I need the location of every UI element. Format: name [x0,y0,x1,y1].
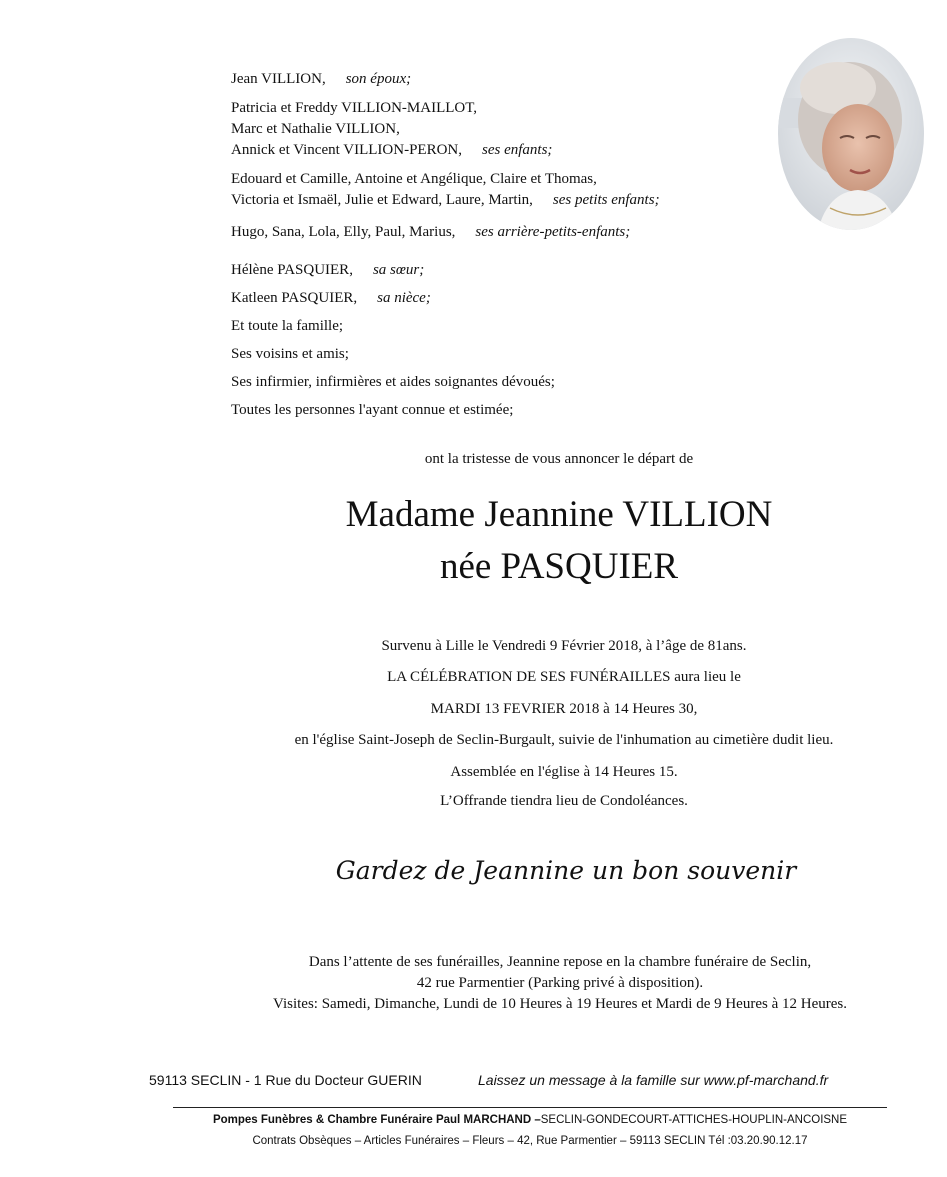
footer-contracts: Contrats Obsèques – Articles Funéraires – Fleurs – 42, Rue Parmentier – 59113 SECLIN Tél :03.20.90.12.17 [252,1135,808,1147]
family-line-spouse: Jean VILLION, son époux; [231,71,412,87]
footer-company [0,1114,947,1126]
rest-info-line-1: Dans l’attente de ses funérailles, Jeannine repose en la chambre funéraire de Seclin, [308,954,812,970]
family-line-great-grandchildren: Hugo, Sana, Lola, Elly, Paul, Marius, ses arrière-petits-enfants; [231,224,631,240]
rest-info-line-3: Visites: Samedi, Dimanche, Lundi de 10 Heures à 19 Heures et Mardi de 9 Heures à 12 Heures. [273,996,847,1012]
detail-date-time: MARDI 13 FEVRIER 2018 à 14 Heures 30, [430,701,698,717]
detail-church: en l'église Saint-Joseph de Seclin-Burgault, suivie de l'inhumation au cimetière dudit lieu. [294,732,834,748]
portrait-photo [778,38,924,230]
deceased-maiden-name: née PASQUIER [439,546,679,587]
family-line-children-3: Annick et Vincent VILLION-PERON, ses enfants; [231,142,553,158]
memory-line: Gardez de Jeannine un bon souvenir [335,856,797,885]
footer-company-name: Pompes Funèbres & Chambre Funéraire Paul MARCHAND – [212,1114,541,1126]
detail-offering: L’Offrande tiendra lieu de Condoléances. [440,793,688,809]
footer-divider [173,1107,887,1108]
detail-assembly: Assemblée en l'église à 14 Heures 15. [450,764,678,780]
family-line-grandchildren-2: Victoria et Ismaël, Julie et Edward, Laure, Martin, ses petits enfants; [231,192,660,208]
footer-company-locations: SECLIN-GONDECOURT-ATTICHES-HOUPLIN-ANCOISNE [540,1114,848,1126]
detail-celebration: LA CÉLÉBRATION DE SES FUNÉRAILLES aura lieu le [387,669,741,685]
family-line-children-2: Marc et Nathalie VILLION, [231,121,400,137]
deceased-name: Madame Jeannine VILLION [345,494,773,535]
detail-death-date: Survenu à Lille le Vendredi 9 Février 2018, à l’âge de 81ans. [381,638,747,654]
family-line-neighbours: Ses voisins et amis; [231,346,349,362]
family-line-children-1: Patricia et Freddy VILLION-MAILLOT, [231,100,478,116]
family-line-nurses: Ses infirmier, infirmières et aides soignantes dévoués; [231,374,555,390]
rest-info-line-2: 42 rue Parmentier (Parking privé à disposition). [416,975,704,991]
family-line-sister: Hélène PASQUIER, sa sœur; [231,262,425,278]
family-line-niece: Katleen PASQUIER, sa nièce; [231,290,431,306]
footer-message-link[interactable]: Laissez un message à la famille sur www.pf-marchand.fr [478,1072,829,1088]
footer-address: 59113 SECLIN - 1 Rue du Docteur GUERIN [149,1072,422,1088]
family-line-grandchildren-1: Edouard et Camille, Antoine et Angélique, Claire et Thomas, [231,171,597,187]
family-line-family: Et toute la famille; [231,318,344,334]
announcement-text: ont la tristesse de vous annoncer le départ de [424,451,694,467]
family-line-acquaintances: Toutes les personnes l'ayant connue et estimée; [231,402,514,418]
